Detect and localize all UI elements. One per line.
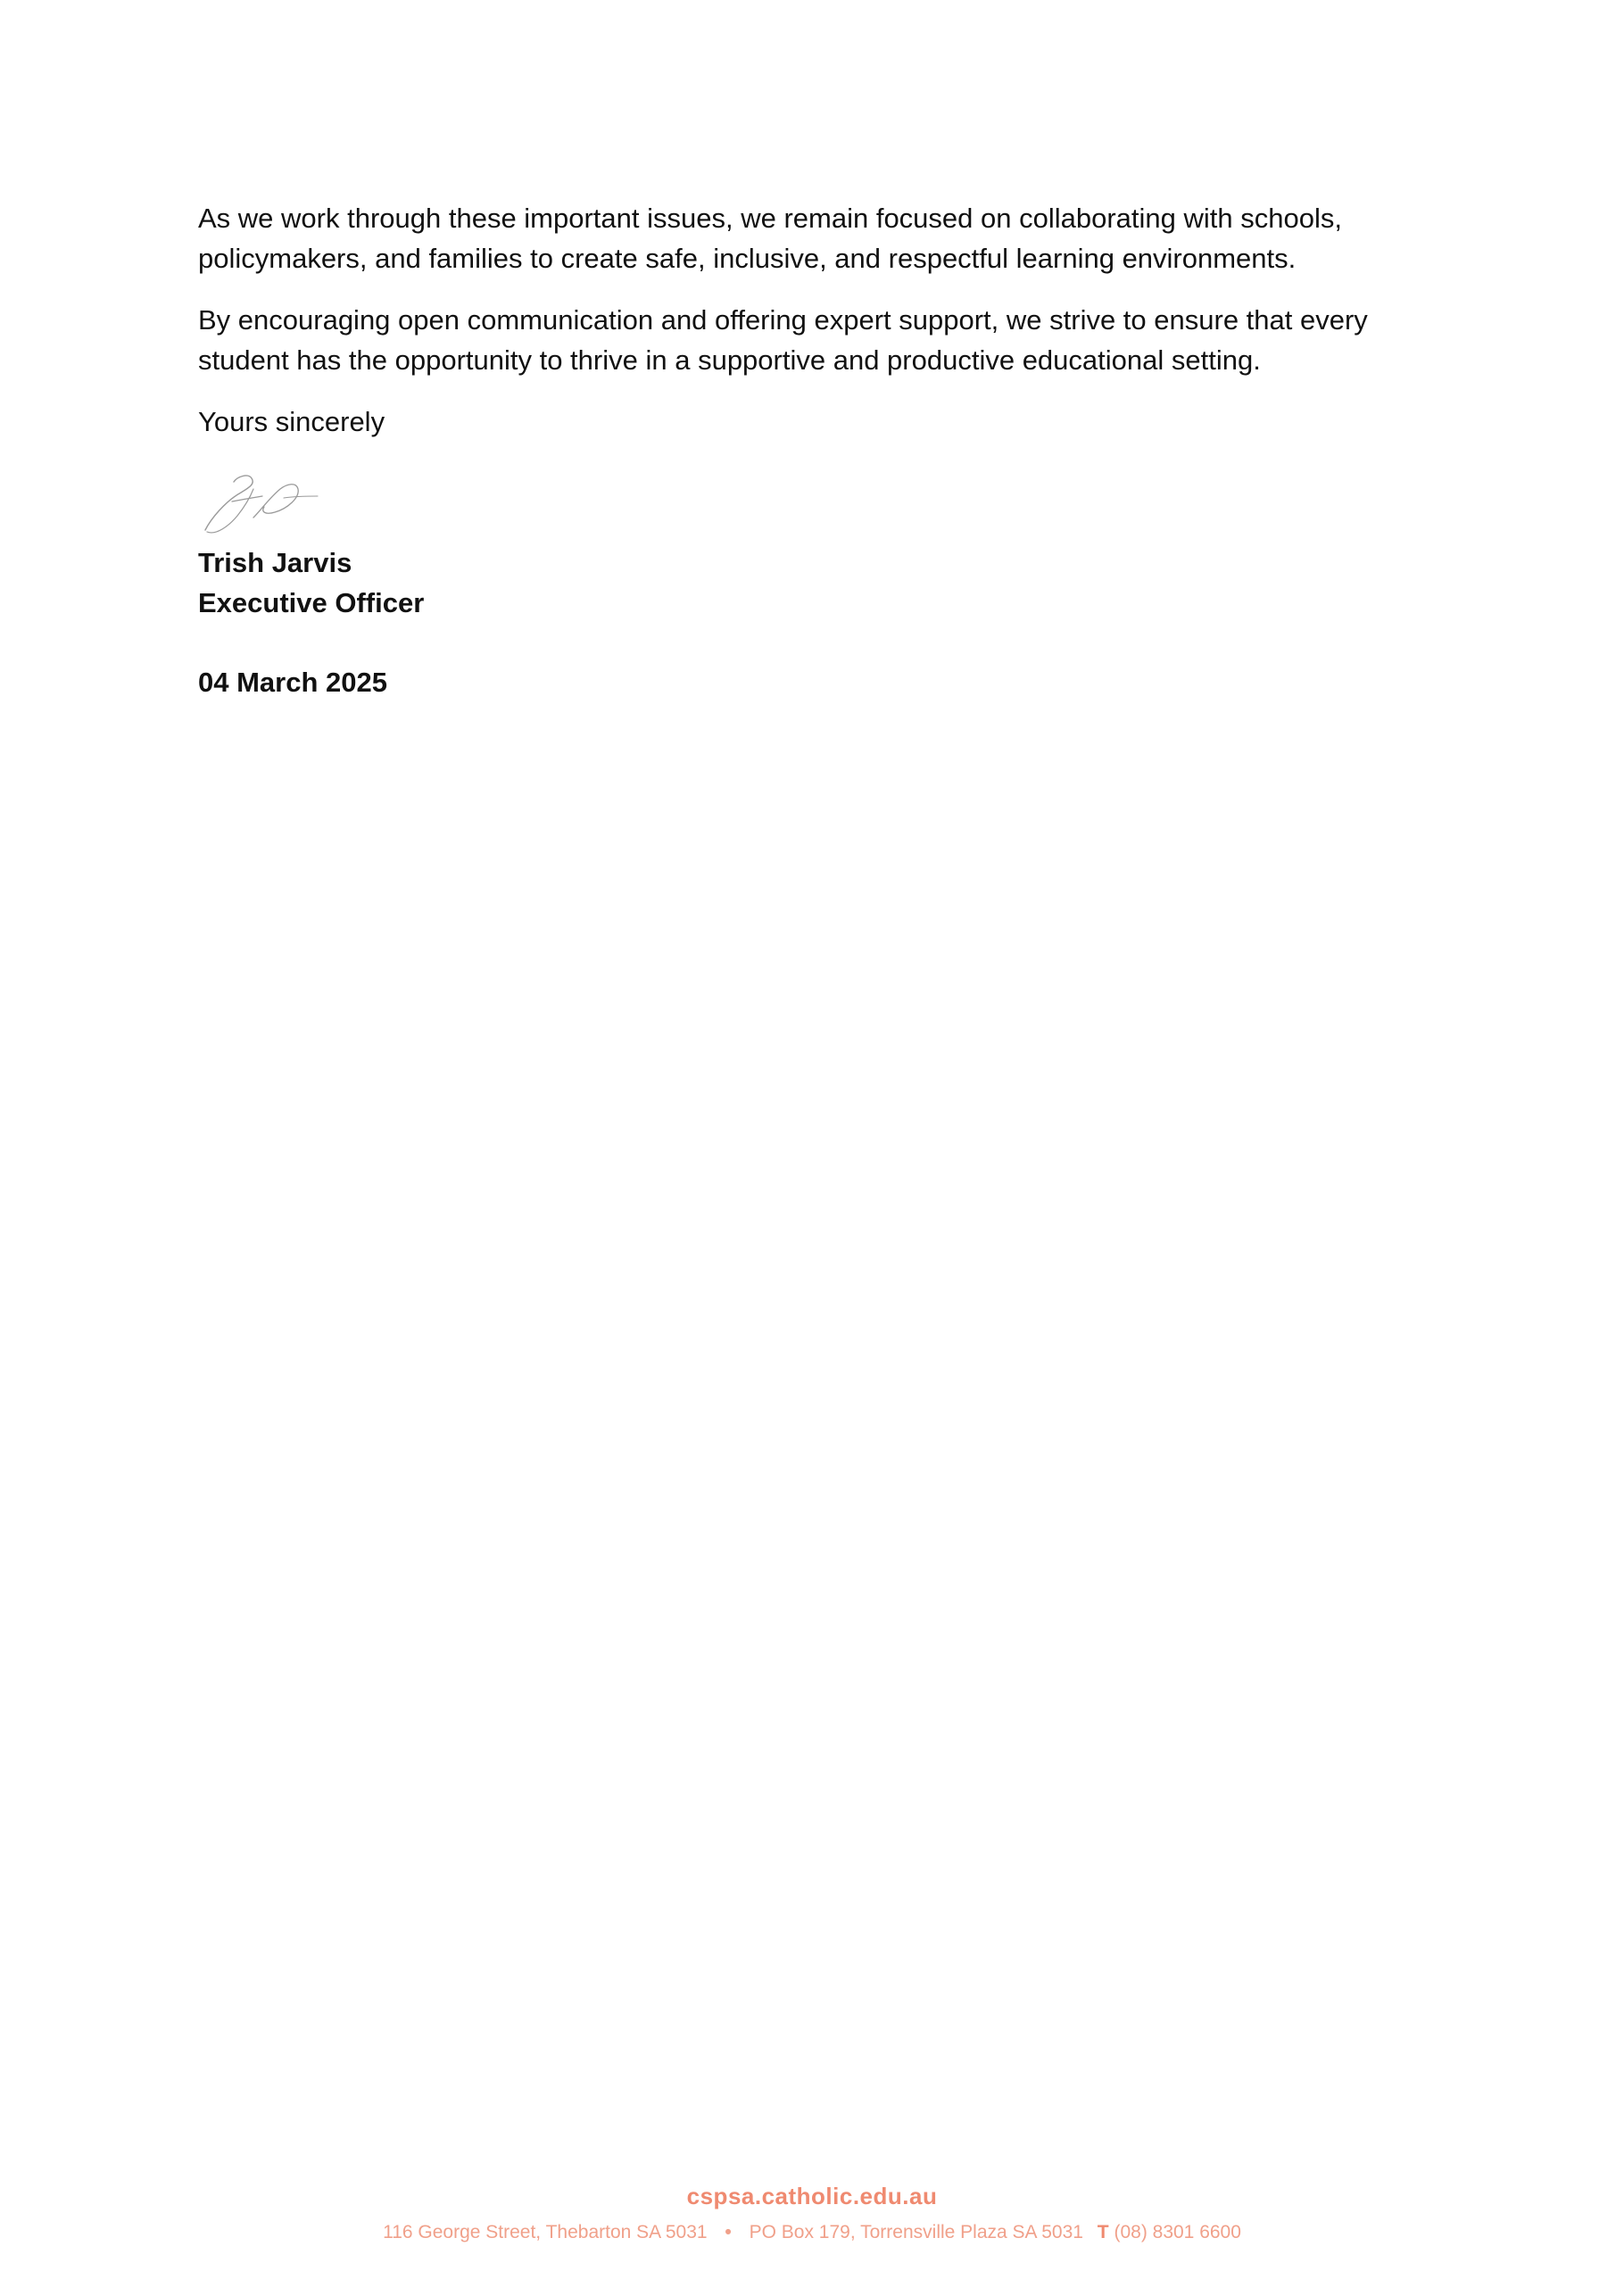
body-paragraph-1: As we work through these important issues, we remain focused on collaborating with schools, policymakers, and families to create safe, inclusive, and respectful learning environments. (198, 203, 1342, 274)
footer-contact-line (0, 2222, 1624, 2243)
footer-phone: (08) 8301 6600 (1114, 2222, 1241, 2242)
footer-website-link[interactable]: cspsa.catholic.edu.au (686, 2183, 938, 2209)
footer-phone-label: T (1097, 2222, 1109, 2242)
signatory-name: Trish Jarvis (198, 547, 352, 578)
signatory-title: Executive Officer (198, 587, 425, 618)
footer-po-box: PO Box 179, Torrensville Plaza SA 5031 (749, 2222, 1083, 2242)
body-paragraph-2: By encouraging open communication and offering expert support, we strive to ensure that every student has the opportunity to thrive in a supportive and productive educational setting. (198, 304, 1368, 376)
footer-separator: • (725, 2222, 732, 2242)
footer-street-address: 116 George Street, Thebarton SA 5031 (383, 2222, 708, 2242)
letter-date: 04 March 2025 (198, 667, 387, 698)
handwritten-signature (198, 466, 323, 537)
closing-salutation: Yours sincerely (198, 406, 385, 437)
